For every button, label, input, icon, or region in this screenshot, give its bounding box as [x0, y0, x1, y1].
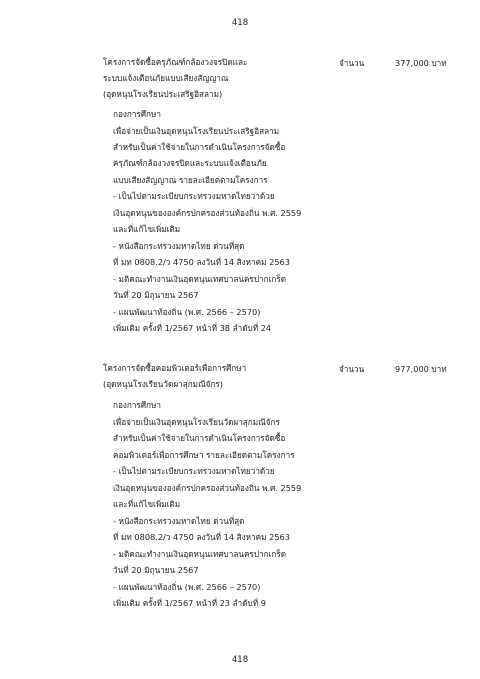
detail-line: วันที่ 20 มิถุนายน 2567 — [113, 565, 199, 575]
detail-line: - เป็นไปตามระเบียบกระทรวงมหาดไทยว่าด้วย — [113, 191, 275, 201]
detail-line: คอมพิวเตอร์เพื่อการศึกษา รายละเอียดตามโครงการ — [113, 450, 295, 460]
detail-line: เงินอุดหนุนขององค์กรปกครองส่วนท้องถิ่น พ.ศ. 2559 — [113, 208, 302, 218]
amount-value: 377,000 บาท — [395, 58, 447, 68]
detail-line: แบบเสียงสัญญาณ รายละเอียดตามโครงการ — [113, 175, 268, 185]
project-title-line: โครงการจัดซื้อครุภัณฑ์กล้องวงจรปิดและ — [103, 57, 248, 67]
detail-line: สำหรับเป็นค่าใช้จ่ายในการดำเนินโครงการจัดซื้อ — [113, 433, 286, 443]
detail-line: สำหรับเป็นค่าใช้จ่ายในการดำเนินโครงการจัดซื้อ — [113, 142, 286, 152]
project-title-line: (อุดหนุนโรงเรียนวัดผาสุกมณีจักร) — [103, 379, 224, 389]
project-title-line: ระบบแจ้งเตือนภัยแบบเสียงสัญญาณ — [103, 73, 229, 83]
page-number-bottom: 418 — [231, 655, 249, 665]
detail-line: และที่แก้ไขเพิ่มเติม — [113, 224, 181, 234]
detail-line: ครุภัณฑ์กล้องวงจรปิดและระบบแจ้งเตือนภัย — [113, 158, 267, 168]
detail-line: เงินอุดหนุนขององค์กรปกครองส่วนท้องถิ่น พ.ศ. 2559 — [113, 483, 302, 493]
detail-line: วันที่ 20 มิถุนายน 2567 — [113, 290, 199, 300]
detail-line: - หนังสือกระทรวงมหาดไทย ด่วนที่สุด — [113, 241, 245, 251]
amount-label: จำนวน — [339, 58, 365, 68]
department: กองการศึกษา — [113, 109, 161, 119]
detail-line: - แผนพัฒนาท้องถิ่น (พ.ศ. 2566 – 2570) — [113, 307, 261, 317]
amount-value: 977,000 บาท — [395, 364, 447, 374]
detail-line: - มติคณะทำงานเงินอุดหนุนเทศบาลนครปากเกร็ด — [113, 549, 287, 559]
detail-line: - เป็นไปตามระเบียบกระทรวงมหาดไทยว่าด้วย — [113, 466, 275, 476]
detail-line: - มติคณะทำงานเงินอุดหนุนเทศบาลนครปากเกร็ด — [113, 274, 287, 284]
project-title-line: โครงการจัดซื้อคอมพิวเตอร์เพื่อการศึกษา — [103, 363, 247, 373]
detail-line: - หนังสือกระทรวงมหาดไทย ด่วนที่สุด — [113, 516, 245, 526]
project-title-line: (อุดหนุนโรงเรียนประเสริฐอิสลาม) — [103, 89, 223, 99]
detail-line: ที่ มท 0808.2/ว 4750 ลงวันที่ 14 สิงหาคม 2563 — [113, 532, 290, 542]
detail-line: เพิ่มเติม ครั้งที่ 1/2567 หน้าที่ 38 ลำดับที่ 24 — [113, 323, 272, 333]
amount-label: จำนวน — [339, 364, 365, 374]
page-number-top: 418 — [231, 18, 249, 28]
detail-line: เพื่อจ่ายเป็นเงินอุดหนุนโรงเรียนประเสริฐอิสลาม — [113, 126, 280, 136]
detail-line: เพิ่มเติม ครั้งที่ 1/2567 หน้าที่ 23 ลำดับที่ 9 — [113, 598, 266, 608]
detail-line: เพื่อจ่ายเป็นเงินอุดหนุนโรงเรียนวัดผาสุกมณีจักร — [113, 417, 280, 427]
detail-line: ที่ มท 0808.2/ว 4750 ลงวันที่ 14 สิงหาคม 2563 — [113, 257, 290, 267]
department: กองการศึกษา — [113, 400, 161, 410]
detail-line: - แผนพัฒนาท้องถิ่น (พ.ศ. 2566 – 2570) — [113, 582, 261, 592]
detail-line: และที่แก้ไขเพิ่มเติม — [113, 499, 181, 509]
